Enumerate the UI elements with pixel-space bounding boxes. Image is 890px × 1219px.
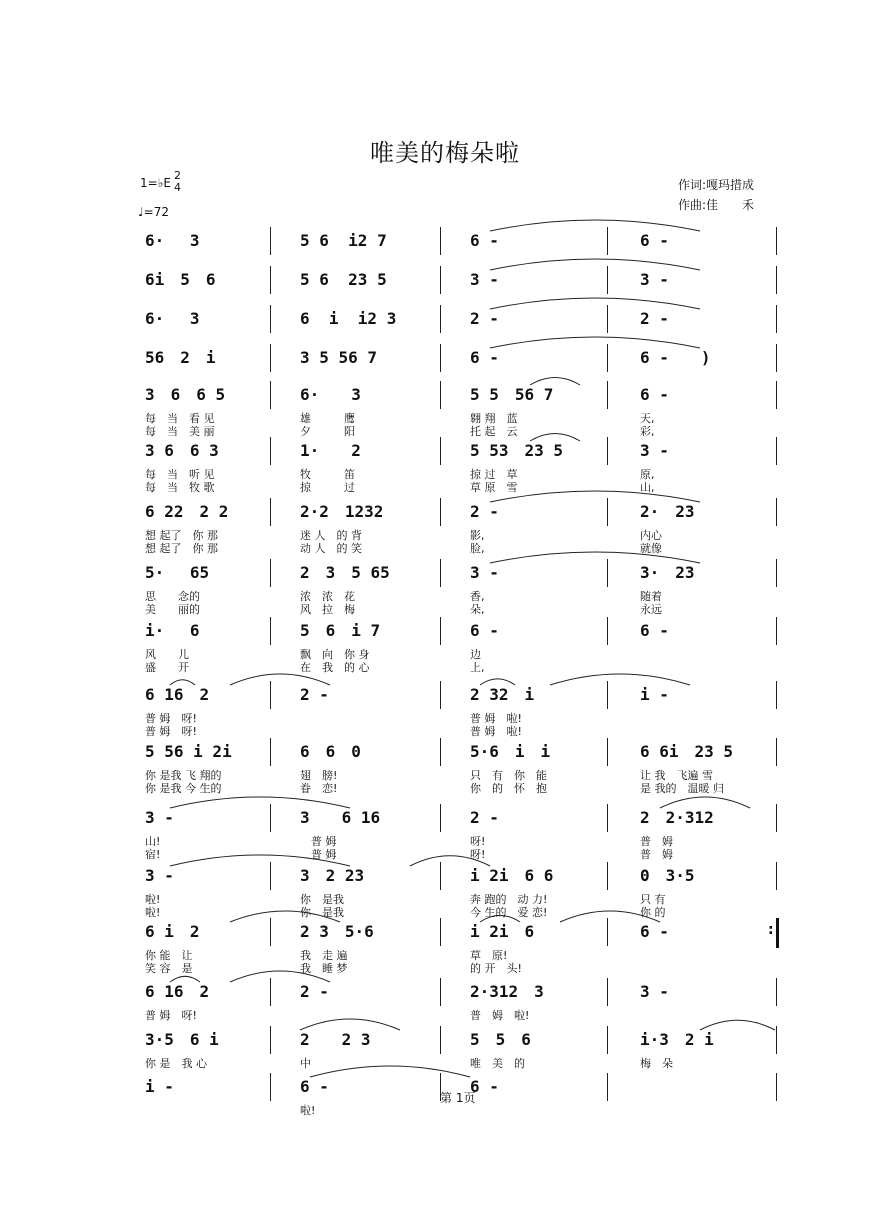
measure-notes: 2·2 1232 bbox=[300, 502, 384, 521]
measure-notes: 3 - bbox=[145, 866, 174, 885]
lyric-verse-1: 随着 bbox=[640, 590, 662, 603]
slur-arc bbox=[230, 674, 330, 685]
lyric-verse-2: 的 开 头! bbox=[470, 962, 522, 975]
lyric-verse-2: 普 姆 呀! bbox=[145, 725, 197, 738]
lyric-verse-2: 山, bbox=[640, 481, 655, 494]
lyric-verse-2: 你 是我 今 生的 bbox=[145, 782, 222, 795]
measure-notes: 6 - bbox=[470, 231, 499, 250]
lyric-verse-1: 浓 浓 花 bbox=[300, 590, 355, 603]
barline bbox=[607, 227, 608, 255]
measure-notes: 2 2·312 bbox=[640, 808, 714, 827]
lyric-verse-1: 飘 向 你 身 bbox=[300, 648, 370, 661]
measure-notes: 6 16 2 bbox=[145, 685, 210, 704]
measure-notes: 6 - bbox=[470, 621, 499, 640]
lyric-verse-1: 普 姆 bbox=[640, 835, 673, 848]
barline bbox=[776, 381, 777, 409]
barline bbox=[440, 1026, 441, 1054]
measure-notes: 3 - bbox=[470, 270, 499, 289]
lyric-verse-2: 每 当 美 丽 bbox=[145, 425, 215, 438]
lyric-verse-2: 在 我 的 心 bbox=[300, 661, 370, 674]
measure-notes: 6 - bbox=[470, 1077, 499, 1096]
barline bbox=[776, 1026, 777, 1054]
barline bbox=[607, 862, 608, 890]
measure-notes: 3 5 56 7 bbox=[300, 348, 378, 367]
lyric-verse-1: 你 是我 飞 翔的 bbox=[145, 769, 222, 782]
measure-notes: 5 53 23 5 bbox=[470, 441, 564, 460]
time-top: 2 bbox=[174, 169, 181, 182]
barline bbox=[270, 918, 271, 946]
barline bbox=[776, 738, 777, 766]
measure-notes: 2 32 i bbox=[470, 685, 535, 704]
barline bbox=[440, 804, 441, 832]
lyric-verse-1: 唯 美 的 bbox=[470, 1057, 525, 1070]
tempo-mark: ♩=72 bbox=[138, 205, 169, 219]
barline bbox=[776, 1073, 777, 1101]
lyric-verse-2: 风 拉 梅 bbox=[300, 603, 355, 616]
measure-notes: 5 56 i 2i bbox=[145, 742, 232, 761]
measure-notes: 6 - bbox=[640, 922, 669, 941]
measure-notes: 5 5 56 7 bbox=[470, 385, 554, 404]
lyric-verse-1: 你 是 我 心 bbox=[145, 1057, 207, 1070]
lyric-verse-1: 掠 过 草 bbox=[470, 468, 518, 481]
barline bbox=[270, 804, 271, 832]
lyric-verse-1: 迷 人 的 背 bbox=[300, 529, 362, 542]
barline bbox=[776, 498, 777, 526]
measure-notes: 3 6 6 3 bbox=[145, 441, 219, 460]
lyric-verse-1: 草 原! bbox=[470, 949, 508, 962]
barline bbox=[607, 498, 608, 526]
lyric-verse-1: 你 能 让 bbox=[145, 949, 193, 962]
barline bbox=[440, 978, 441, 1006]
barline bbox=[440, 227, 441, 255]
barline bbox=[607, 681, 608, 709]
lyric-verse-2: 呀! bbox=[470, 848, 486, 861]
lyric-verse-2: 普 姆 bbox=[300, 848, 337, 861]
barline bbox=[270, 1073, 271, 1101]
measure-notes: 3·5 6 i bbox=[145, 1030, 219, 1049]
measure-notes: 2· 23 bbox=[640, 502, 695, 521]
slur-arc bbox=[300, 1019, 400, 1030]
slur-arc bbox=[170, 797, 350, 808]
barline bbox=[776, 344, 777, 372]
measure-notes: 2 - bbox=[640, 309, 669, 328]
measure-notes: 6 22 2 2 bbox=[145, 502, 229, 521]
barline bbox=[440, 681, 441, 709]
measure-notes: 5·6 i i bbox=[470, 742, 551, 761]
barline bbox=[607, 559, 608, 587]
lyric-verse-1: 翱 翔 蓝 bbox=[470, 412, 518, 425]
composer-label: 作曲: bbox=[678, 198, 707, 212]
lyric-verse-2: 你 的 怀 抱 bbox=[470, 782, 547, 795]
measure-notes: 6 - bbox=[640, 231, 669, 250]
lyric-verse-2: 你 的 bbox=[640, 906, 666, 919]
lyric-verse-1: 牧 笛 bbox=[300, 468, 355, 481]
measure-notes: 2 - bbox=[300, 982, 329, 1001]
lyric-verse-1: 天, bbox=[640, 412, 655, 425]
measure-notes: 6· 3 bbox=[300, 385, 361, 404]
measure-notes: 6i 5 6 bbox=[145, 270, 216, 289]
lyric-verse-1: 普 姆 啦! bbox=[470, 1009, 530, 1022]
lyric-verse-1: 奔 跑的 动 力! bbox=[470, 893, 548, 906]
barline bbox=[607, 617, 608, 645]
slur-arc bbox=[660, 797, 750, 808]
barline bbox=[776, 617, 777, 645]
measure-notes: 6· 3 bbox=[145, 231, 200, 250]
slur-arc bbox=[490, 491, 700, 502]
lyric-verse-1: 普 姆 呀! bbox=[145, 712, 197, 725]
lyric-verse-1: 香, bbox=[470, 590, 485, 603]
measure-notes: i 2i 6 6 bbox=[470, 866, 554, 885]
lyric-verse-1: 山! bbox=[145, 835, 161, 848]
lyric-verse-2: 上, bbox=[470, 661, 485, 674]
measure-notes: 6 - bbox=[640, 385, 669, 404]
slur-arc bbox=[530, 378, 580, 386]
lyric-verse-2: 永远 bbox=[640, 603, 662, 616]
barline bbox=[270, 738, 271, 766]
lyric-verse-1: 每 当 看 见 bbox=[145, 412, 215, 425]
measure-notes: 6 - bbox=[640, 621, 669, 640]
slur-arc bbox=[490, 552, 700, 563]
barline bbox=[440, 617, 441, 645]
lyric-verse-2: 草 原 雪 bbox=[470, 481, 518, 494]
barline bbox=[440, 559, 441, 587]
barline bbox=[270, 978, 271, 1006]
barline bbox=[607, 344, 608, 372]
slur-arc bbox=[550, 674, 690, 685]
lyric-verse-1: 普 姆 bbox=[300, 835, 337, 848]
measure-notes: 2·312 3 bbox=[470, 982, 544, 1001]
lyric-verse-1: 啦! bbox=[145, 893, 161, 906]
lyric-verse-2: 今 生的 爱 恋! bbox=[470, 906, 548, 919]
measure-notes: 3 - bbox=[640, 982, 669, 1001]
measure-notes: 2 3 5·6 bbox=[300, 922, 374, 941]
measure-notes: 3 6 6 5 bbox=[145, 385, 226, 404]
slur-arc bbox=[310, 1066, 470, 1077]
time-bottom: 4 bbox=[174, 181, 181, 194]
barline bbox=[776, 437, 777, 465]
measure-notes: 3 6 16 bbox=[300, 808, 381, 827]
measure-notes: 1· 2 bbox=[300, 441, 361, 460]
measure-notes: 5· 65 bbox=[145, 563, 210, 582]
measure-notes: 6 - ) bbox=[640, 348, 711, 367]
barline bbox=[440, 862, 441, 890]
lyric-verse-2: 眷 恋! bbox=[300, 782, 338, 795]
measure-notes: 3 2 23 bbox=[300, 866, 365, 885]
barline bbox=[270, 437, 271, 465]
measure-notes: 0 3·5 bbox=[640, 866, 695, 885]
measure-notes: 3 - bbox=[640, 270, 669, 289]
lyric-verse-2: 我 睡 梦 bbox=[300, 962, 348, 975]
barline bbox=[440, 305, 441, 333]
barline bbox=[607, 437, 608, 465]
barline bbox=[607, 918, 608, 946]
barline bbox=[776, 559, 777, 587]
barline bbox=[440, 381, 441, 409]
barline bbox=[607, 804, 608, 832]
lyric-verse-2: 朵, bbox=[470, 603, 485, 616]
slur-arc bbox=[490, 337, 700, 348]
measure-notes: 6· 3 bbox=[145, 309, 200, 328]
lyric-verse-1: 啦! bbox=[300, 1104, 316, 1117]
slur-arc bbox=[490, 259, 700, 270]
measure-notes: 5 6 i 7 bbox=[300, 621, 381, 640]
composer-name: 佳 禾 bbox=[706, 198, 755, 212]
barline bbox=[607, 266, 608, 294]
lyric-verse-1: 普 姆 呀! bbox=[145, 1009, 197, 1022]
lyric-verse-1: 普 姆 啦! bbox=[470, 712, 522, 725]
repeat-dots: : bbox=[768, 922, 774, 938]
lyric-verse-1: 思 念的 bbox=[145, 590, 200, 603]
barline bbox=[440, 344, 441, 372]
measure-notes: 2 3 5 65 bbox=[300, 563, 390, 582]
lyric-verse-1: 边 bbox=[470, 648, 481, 661]
barline bbox=[270, 617, 271, 645]
song-title: 唯美的梅朵啦 bbox=[370, 139, 520, 167]
barline bbox=[270, 1026, 271, 1054]
lyric-verse-2: 普 姆 啦! bbox=[470, 725, 522, 738]
measure-notes: 5 6 i2 7 bbox=[300, 231, 387, 250]
lyric-verse-1: 中 bbox=[300, 1057, 311, 1070]
lyric-verse-1: 影, bbox=[470, 529, 485, 542]
lyric-verse-2: 盛 开 bbox=[145, 661, 189, 674]
measure-notes: 6 6i 23 5 bbox=[640, 742, 734, 761]
lyric-verse-2: 你 是我 bbox=[300, 906, 344, 919]
lyric-verse-1: 风 儿 bbox=[145, 648, 189, 661]
lyric-verse-1: 呀! bbox=[470, 835, 486, 848]
lyric-verse-1: 原, bbox=[640, 468, 655, 481]
barline bbox=[440, 437, 441, 465]
lyric-verse-1: 想 起了 你 那 bbox=[145, 529, 218, 542]
barline bbox=[270, 498, 271, 526]
lyric-verse-1: 让 我 飞遍 雪 bbox=[640, 769, 713, 782]
barline bbox=[776, 978, 777, 1006]
barline bbox=[776, 227, 777, 255]
measure-notes: 6 6 0 bbox=[300, 742, 361, 761]
lyric-verse-2: 脸, bbox=[470, 542, 485, 555]
measure-notes: 2 - bbox=[470, 808, 499, 827]
lyric-verse-2: 就像 bbox=[640, 542, 662, 555]
lyric-verse-2: 是 我的 温暖 归 bbox=[640, 782, 724, 795]
lyric-verse-2: 普 姆 bbox=[640, 848, 673, 861]
measure-notes: 6 - bbox=[300, 1077, 329, 1096]
repeat-barline bbox=[776, 918, 779, 948]
barline bbox=[270, 305, 271, 333]
barline bbox=[270, 266, 271, 294]
measure-notes: 2 - bbox=[300, 685, 329, 704]
barline bbox=[776, 804, 777, 832]
measure-notes: 56 2 i bbox=[145, 348, 216, 367]
key-label: 1=♭E bbox=[140, 176, 171, 190]
measure-notes: 5 5 6 bbox=[470, 1030, 531, 1049]
measure-notes: 2 - bbox=[470, 502, 499, 521]
lyric-verse-1: 你 是我 bbox=[300, 893, 344, 906]
slur-arc bbox=[490, 220, 700, 231]
lyric-verse-1: 只 有 你 能 bbox=[470, 769, 547, 782]
barline bbox=[776, 305, 777, 333]
lyric-verse-2: 动 人 的 笑 bbox=[300, 542, 362, 555]
barline bbox=[270, 681, 271, 709]
lyric-verse-2: 每 当 牧 歌 bbox=[145, 481, 215, 494]
measure-notes: 6 16 2 bbox=[145, 982, 210, 1001]
measure-notes: i 2i 6 bbox=[470, 922, 535, 941]
lyric-verse-2: 想 起了 你 那 bbox=[145, 542, 218, 555]
measure-notes: i - bbox=[145, 1077, 174, 1096]
lyric-verse-1: 翅 膀! bbox=[300, 769, 338, 782]
barline bbox=[776, 266, 777, 294]
lyric-verse-1: 只 有 bbox=[640, 893, 666, 906]
slur-arc bbox=[530, 434, 580, 442]
barline bbox=[270, 559, 271, 587]
barline bbox=[270, 344, 271, 372]
barline bbox=[607, 305, 608, 333]
lyric-verse-2: 笑 容 是 bbox=[145, 962, 193, 975]
lyricist-label: 作词: bbox=[678, 178, 707, 192]
measure-notes: 6 i i2 3 bbox=[300, 309, 397, 328]
measure-notes: 3 - bbox=[470, 563, 499, 582]
lyric-verse-2: 掠 过 bbox=[300, 481, 355, 494]
slur-arc bbox=[490, 298, 700, 309]
measure-notes: 3 - bbox=[640, 441, 669, 460]
measure-notes: 2 - bbox=[470, 309, 499, 328]
lyric-verse-2: 彩, bbox=[640, 425, 655, 438]
barline bbox=[270, 381, 271, 409]
measure-notes: 6 - bbox=[470, 348, 499, 367]
barline bbox=[776, 862, 777, 890]
barline bbox=[270, 227, 271, 255]
measure-notes: 3 - bbox=[145, 808, 174, 827]
lyric-verse-2: 托 起 云 bbox=[470, 425, 518, 438]
lyric-verse-2: 美 丽的 bbox=[145, 603, 200, 616]
barline bbox=[607, 381, 608, 409]
barline bbox=[607, 978, 608, 1006]
page-footer: 第 1页 bbox=[440, 1091, 476, 1105]
barline bbox=[607, 1026, 608, 1054]
lyric-verse-1: 内心 bbox=[640, 529, 662, 542]
barline bbox=[776, 681, 777, 709]
measure-notes: 3· 23 bbox=[640, 563, 695, 582]
barline bbox=[607, 1073, 608, 1101]
lyric-verse-2: 夕 阳 bbox=[300, 425, 355, 438]
measure-notes: 6 i 2 bbox=[145, 922, 200, 941]
barline bbox=[440, 738, 441, 766]
measure-notes: i·3 2 i bbox=[640, 1030, 714, 1049]
lyric-verse-2: 宿! bbox=[145, 848, 161, 861]
measure-notes: i· 6 bbox=[145, 621, 200, 640]
barline bbox=[440, 498, 441, 526]
lyric-verse-1: 雄 鹰 bbox=[300, 412, 355, 425]
barline bbox=[270, 862, 271, 890]
lyric-verse-1: 梅 朵 bbox=[640, 1057, 673, 1070]
lyricist-name: 嘎玛措成 bbox=[706, 178, 755, 192]
measure-notes: i - bbox=[640, 685, 669, 704]
barline bbox=[607, 738, 608, 766]
slur-arc bbox=[700, 1020, 775, 1030]
lyric-verse-1: 我 走 遍 bbox=[300, 949, 348, 962]
barline bbox=[440, 266, 441, 294]
measure-notes: 5 6 23 5 bbox=[300, 270, 387, 289]
lyric-verse-1: 每 当 听 见 bbox=[145, 468, 215, 481]
measure-notes: 2 2 3 bbox=[300, 1030, 371, 1049]
lyric-verse-2: 啦! bbox=[145, 906, 161, 919]
barline bbox=[440, 918, 441, 946]
